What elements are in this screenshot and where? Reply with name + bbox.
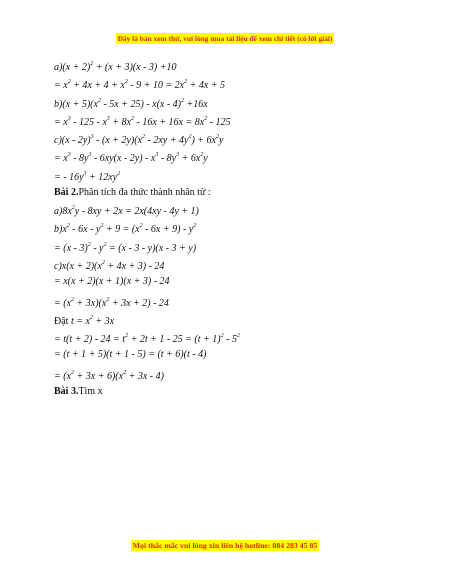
equation-line: = $x^3 - 8y^3 - 6xy(x - 2y) - x^3 - 8y^3 + 6x^2y$	[54, 152, 208, 165]
equation-line: = $x^3 - 125 - x^3 + 8x^2 - 16x + 16x = 8x^2 - 125$	[54, 115, 231, 128]
equation-line: Đặt $t = x^2 + 3x$	[54, 314, 115, 327]
solution-content	[54, 58, 434, 401]
equation-line: = $(x - 3)^2 - y^2 = (x - 3 - y)(x - 3 + y)$	[54, 241, 197, 254]
exercise-heading	[54, 385, 434, 398]
equation-line: = $(x^2 + 3x + 6)(x^2 + 3x - 4)$	[54, 369, 164, 382]
hotline-footer	[0, 535, 450, 553]
equation-line: $a)8x^2y - 8xy + 2x = 2x(4xy - 4y + 1)$	[54, 205, 199, 218]
exercise-number: Bài 2.	[54, 187, 79, 199]
exercise-instruction: Tìm x	[78, 386, 103, 398]
equation-line: = $x^2 + 4x + 4 + x^2 - 9 + 10 = 2x^2 + 4x + 5$	[54, 79, 226, 92]
preview-notice-text: Đây là bản xem thử, vui lòng mua tài liệu để xem chi tiết (có lời giải)	[117, 34, 333, 43]
exercise-heading	[54, 186, 434, 199]
hotline-text: Mọi thắc mắc vui lòng xin liên hệ hotline: 084 283 45 85	[132, 541, 318, 550]
equation-line: = $(x^2 + 3x)(x^2 + 3x + 2) - 24$	[54, 296, 169, 309]
equation-line: $b)x^2 - 6x - y^2 + 9 = (x^2 - 6x + 9) - y^2$	[54, 223, 197, 236]
equation-line: $c)(x - 2y)^3 - (x + 2y)(x^2 - 2xy + 4y^2) + 6x^2y$	[54, 134, 224, 147]
equation-line: $c)x(x + 2)(x^2 + 4x + 3) - 24$	[54, 259, 165, 272]
equation-line: = x(x + 2)(x + 1)(x + 3) - 24	[54, 276, 170, 288]
equation-line: $a)(x + 2)^2 + (x + 3)(x - 3) +10$	[54, 61, 177, 73]
equation-line: = - $16y^3 + 12xy^2$	[54, 170, 121, 183]
equation-line: $b)(x + 5)(x^2 - 5x + 25) - x(x - 4)^2 +16x$	[54, 97, 208, 110]
exercise-instruction: Phân tích đa thức thành nhân tử :	[78, 187, 211, 199]
equation-line: = (t + 1 + 5)(t + 1 - 5) = (t + 6)(t - 4)	[54, 349, 207, 361]
exercise-number: Bài 3.	[54, 386, 79, 398]
preview-notice-banner	[0, 28, 450, 46]
equation-line: = $t(t + 2) - 24 = t^2 + 2t + 1 - 25 = (t + 1)^2 - 5^2$	[54, 333, 240, 346]
